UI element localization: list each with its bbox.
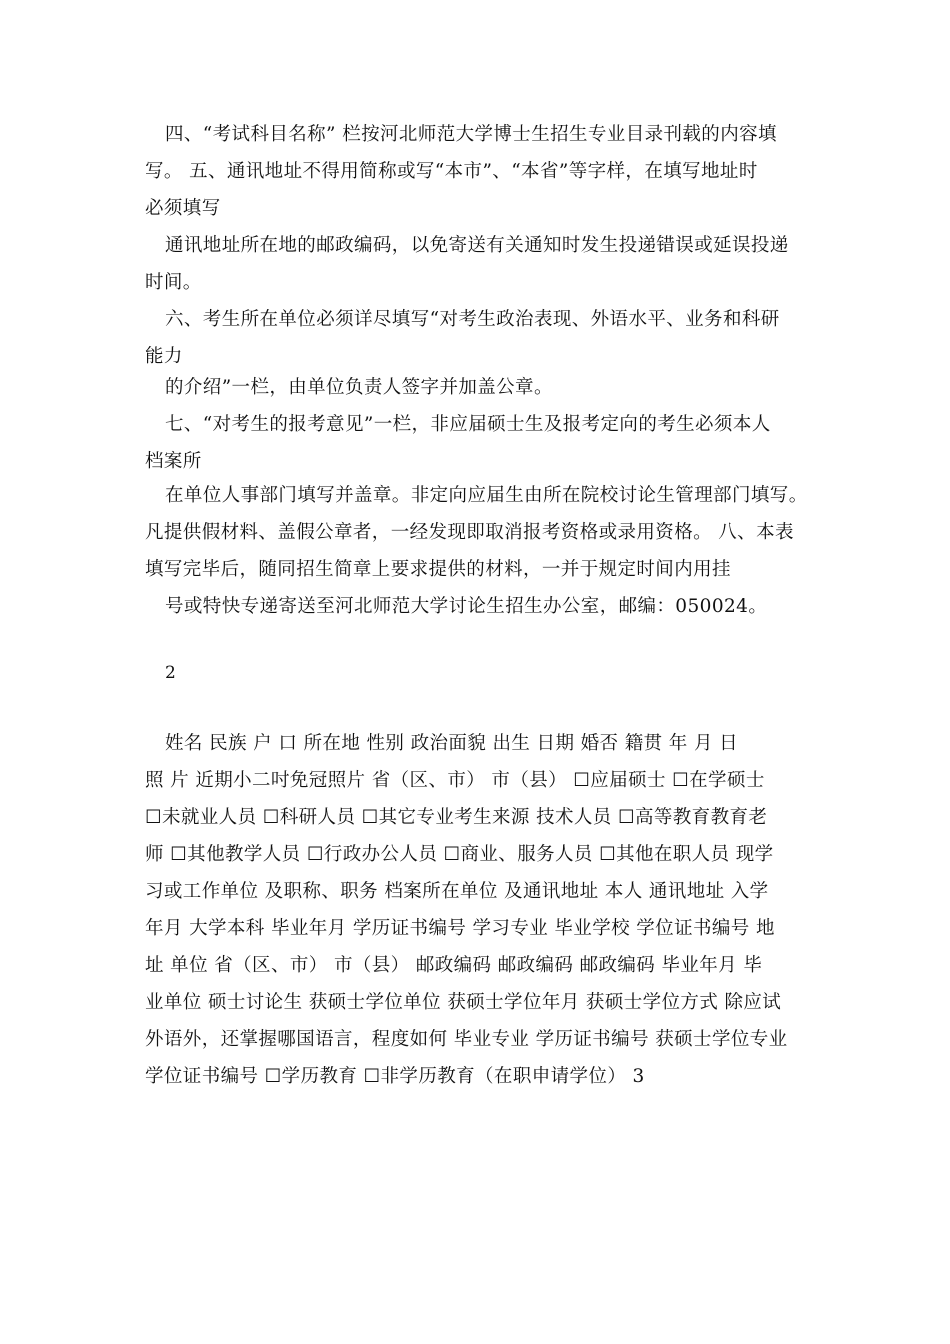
text-line: 通讯地址所在地的邮政编码，以免寄送有关通知时发生投递错误或延误投递: [165, 235, 789, 256]
text-line: 必须填写: [145, 198, 221, 219]
form-text-line: 外语外，还掌握哪国语言，程度如何 毕业专业 学历证书编号 获硕士学位专业: [145, 1029, 788, 1050]
text-line: 写。 五、通讯地址不得用简称或写“本市”、“本省”等字样，在填写地址时: [145, 161, 758, 182]
form-text-line: 习或工作单位 及职称、职务 档案所在单位 及通讯地址 本人 通讯地址 入学: [145, 881, 769, 902]
text-line: 时间。: [145, 272, 202, 293]
form-text-line: 业单位 硕士讨论生 获硕士学位单位 获硕士学位年月 获硕士学位方式 除应试: [145, 992, 782, 1013]
text-line: 七、“对考生的报考意见”一栏，非应届硕士生及报考定向的考生必须本人: [165, 414, 771, 435]
form-text-line: 年月 大学本科 毕业年月 学历证书编号 学习专业 毕业学校 学位证书编号 地: [145, 918, 775, 939]
text-line: 凡提供假材料、盖假公章者，一经发现即取消报考资格或录用资格。 八、本表: [145, 522, 794, 543]
text-line: 能力: [145, 346, 183, 367]
page-number: 2: [165, 663, 176, 683]
text-line: 填写完毕后，随同招生简章上要求提供的材料，一并于规定时间内用挂: [145, 559, 731, 580]
form-text-line: 姓名 民族 户 口 所在地 性别 政治面貌 出生 日期 婚否 籍贯 年 月 日: [165, 733, 739, 754]
text-line: 号或特快专递寄送至河北师范大学讨论生招生办公室，邮编：050024。: [165, 596, 768, 617]
text-line: 在单位人事部门填写并盖章。非定向应届生由所在院校讨论生管理部门填写。: [165, 485, 808, 506]
text-line: 四、“考试科目名称” 栏按河北师范大学博士生招生专业目录刊载的内容填: [165, 124, 777, 145]
form-text-line: 师 ☐其他教学人员 ☐行政办公人员 ☐商业、服务人员 ☐其他在职人员 现学: [145, 844, 774, 865]
text-line: 六、考生所在单位必须详尽填写“对考生政治表现、外语水平、业务和科研: [165, 309, 780, 330]
text-line: 档案所: [145, 451, 202, 472]
form-text-line: ☐未就业人员 ☐科研人员 ☐其它专业考生来源 技术人员 ☐高等教育教育老: [145, 807, 768, 828]
form-text-line: 址 单位 省（区、市） 市（县） 邮政编码 邮政编码 邮政编码 毕业年月 毕: [145, 955, 763, 976]
form-text-line: 照 片 近期小二吋免冠照片 省（区、市） 市（县） ☐应届硕士 ☐在学硕士: [145, 770, 765, 791]
form-text-line: 学位证书编号 ☐学历教育 ☐非学历教育（在职申请学位） 3: [145, 1066, 645, 1087]
text-line: 的介绍”一栏，由单位负责人签字并加盖公章。: [165, 377, 553, 398]
